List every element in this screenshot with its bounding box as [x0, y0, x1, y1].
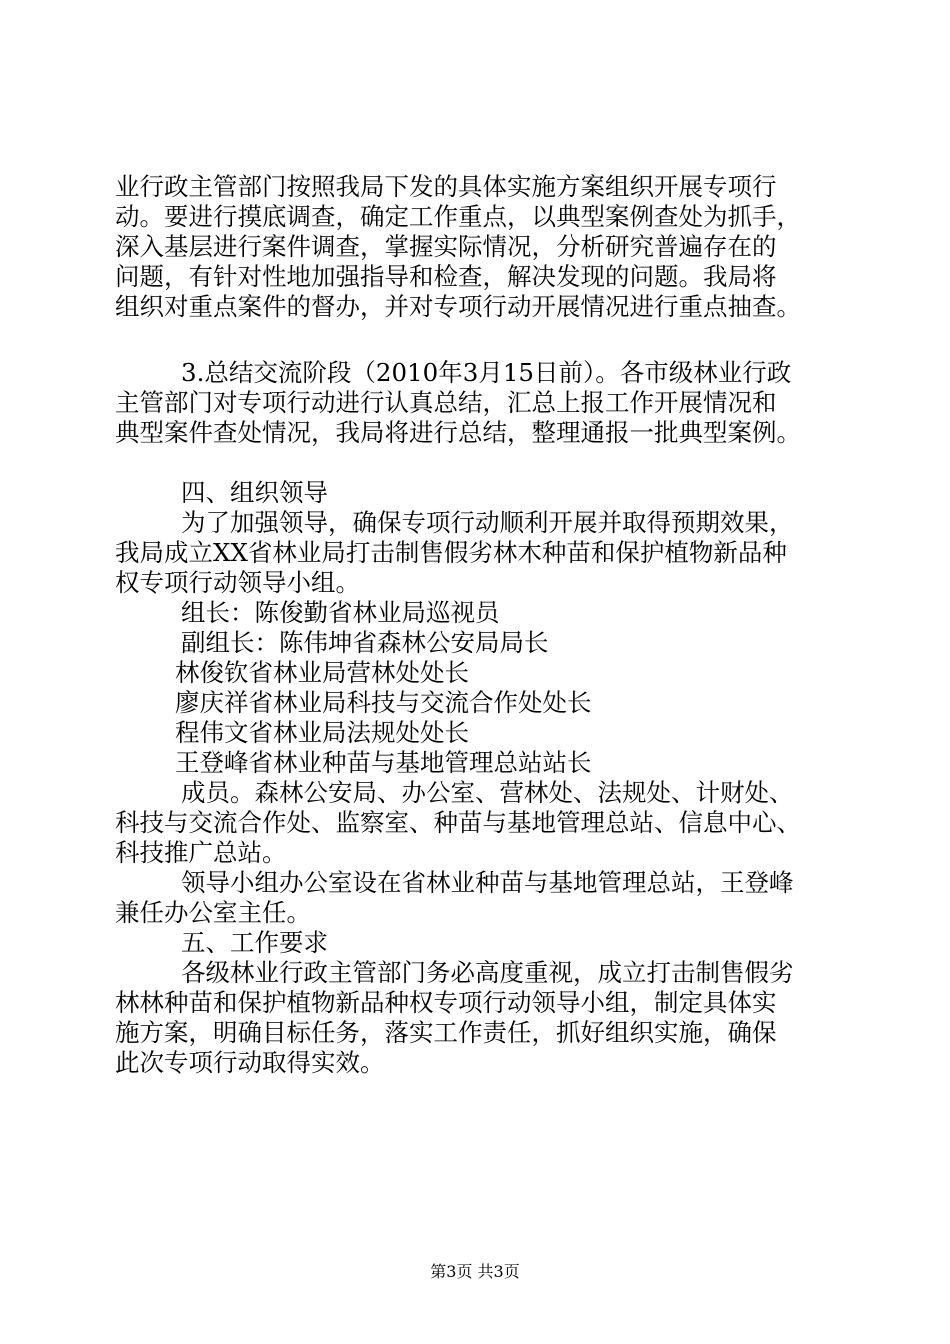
text-line: 业行政主管部门按照我局下发的具体实施方案组织开展专项行	[115, 172, 777, 201]
text-line: 为了加强领导，确保专项行动顺利开展并取得预期效果，	[181, 508, 794, 537]
text-line: 权专项行动领导小组。	[115, 568, 360, 597]
section-requirements	[115, 928, 855, 1078]
text-line: 领导小组办公室设在省林业种苗与基地管理总站，王登峰	[181, 868, 794, 897]
text-line: 林林种苗和保护植物新品种权专项行动领导小组，制定具体实	[115, 988, 777, 1017]
text-line: 我局成立XX省林业局打击制售假劣林木种苗和保护植物新品种	[115, 538, 787, 567]
page-number-footer: 第3页 共3页	[430, 1262, 520, 1281]
text-line: 科技与交流合作处、监察室、种苗与基地管理总站、信息中心、	[115, 808, 801, 837]
text-line: 3.总结交流阶段（2010年3月15日前）。各市级林业行政	[181, 358, 792, 387]
text-line: 深入基层进行案件调查，掌握实际情况，分析研究普遍存在的	[115, 232, 777, 261]
text-line: 问题，有针对性地加强指导和检查，解决发现的问题。我局将	[115, 262, 777, 291]
document-body	[115, 172, 855, 1078]
text-line: 动。要进行摸底调查，确定工作重点，以典型案例查处为抓手，	[115, 202, 801, 231]
text-line: 施方案，明确目标任务，落实工作责任，抓好组织实施，确保	[115, 1018, 777, 1047]
text-line: 兼任办公室主任。	[115, 898, 311, 927]
text-line: 组织对重点案件的督办，并对专项行动开展情况进行重点抽查。	[115, 292, 801, 321]
text-line: 科技推广总站。	[115, 838, 287, 867]
section-heading: 四、组织领导	[181, 478, 328, 507]
leader-line: 王登峰省林业种苗与基地管理总站站长	[175, 748, 592, 777]
leader-line: 林俊钦省林业局营林处处长	[175, 658, 469, 687]
paragraph-implementation	[115, 172, 855, 322]
text-line: 成员。森林公安局、办公室、营林处、法规处、计财处、	[181, 778, 794, 807]
leader-line: 副组长：陈伟坤省森林公安局局长	[181, 628, 549, 657]
text-line: 主管部门对专项行动进行认真总结，汇总上报工作开展情况和	[115, 388, 777, 417]
text-line: 各级林业行政主管部门务必高度重视，成立打击制售假劣	[181, 958, 794, 987]
leader-line: 程伟文省林业局法规处处长	[175, 718, 469, 747]
leader-line: 组长：陈俊勤省林业局巡视员	[181, 598, 500, 627]
text-line: 此次专项行动取得实效。	[115, 1048, 385, 1077]
section-organization	[115, 478, 855, 928]
text-line: 典型案件查处情况，我局将进行总结，整理通报一批典型案例。	[115, 418, 801, 447]
section-heading: 五、工作要求	[181, 928, 328, 957]
paragraph-summary-stage	[115, 358, 855, 448]
leader-line: 廖庆祥省林业局科技与交流合作处处长	[175, 688, 592, 717]
